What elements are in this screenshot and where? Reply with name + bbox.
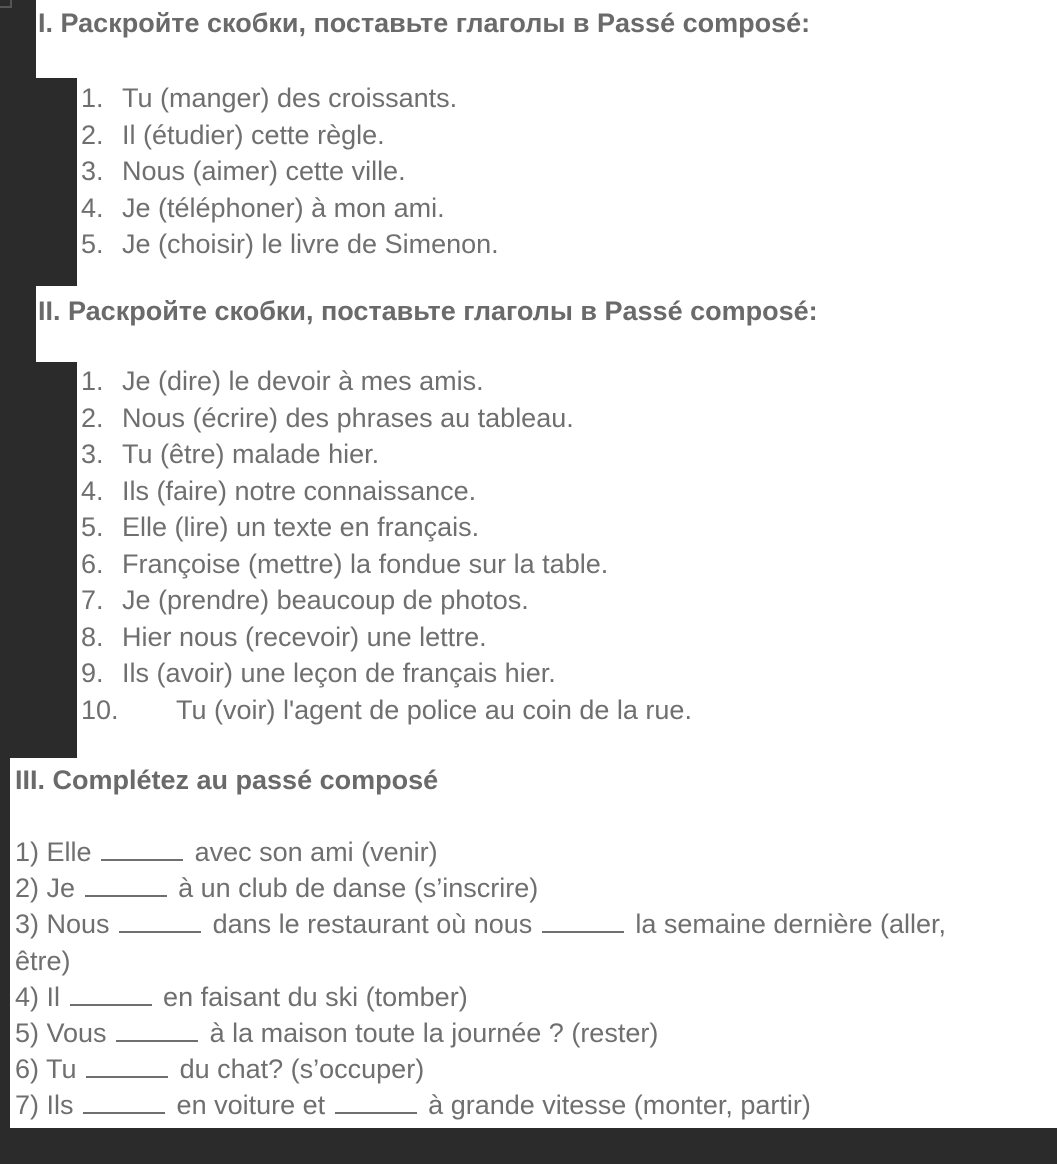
exercise-line bbox=[15, 906, 1057, 942]
section-3-list bbox=[15, 834, 1057, 1124]
item-number: 4. bbox=[81, 192, 104, 223]
item-text: Je (prendre) beaucoup de photos. bbox=[122, 585, 529, 615]
exercise-line-continuation bbox=[15, 943, 1057, 979]
answer-blank[interactable] bbox=[542, 911, 624, 933]
line-start: 3) Nous bbox=[15, 909, 110, 940]
item-number: 10. bbox=[81, 694, 119, 725]
item-text: Hier nous (recevoir) une lettre. bbox=[122, 621, 487, 652]
item-number: 3. bbox=[81, 439, 104, 469]
item-number: 1. bbox=[81, 83, 104, 113]
exercise-line bbox=[15, 1015, 1057, 1051]
item-text: Nous (aimer) cette ville. bbox=[122, 156, 406, 186]
item-number: 4. bbox=[81, 475, 104, 506]
exercise-line bbox=[15, 834, 1057, 870]
item-number: 3. bbox=[81, 156, 104, 186]
item-text: Françoise (mettre) la fondue sur la table. bbox=[122, 548, 609, 579]
line-middle: avec son ami (venir) bbox=[194, 837, 438, 867]
list-item bbox=[81, 655, 692, 692]
line-start: 1) Elle bbox=[15, 837, 92, 867]
line-middle: en faisant du ski (tomber) bbox=[163, 981, 468, 1012]
list-item bbox=[81, 153, 499, 190]
item-text: Nous (écrire) des phrases au tableau. bbox=[122, 402, 574, 433]
item-number: 8. bbox=[81, 621, 104, 652]
section-2-heading: II. Раскройте скобки, поставьте глаголы в Passé composé: bbox=[38, 296, 818, 326]
item-number: 7. bbox=[81, 585, 104, 615]
item-number: 2. bbox=[81, 402, 104, 433]
line-start: 4) Il bbox=[15, 981, 61, 1012]
list-item bbox=[81, 226, 499, 263]
answer-blank[interactable] bbox=[70, 984, 152, 1006]
answer-blank[interactable] bbox=[83, 1092, 165, 1114]
line-start: 2) Je bbox=[15, 873, 76, 904]
list-item bbox=[81, 473, 692, 510]
list-item bbox=[81, 363, 692, 400]
list-item bbox=[81, 509, 692, 546]
exercise-line bbox=[15, 1087, 1057, 1123]
line-middle: à la maison toute la journée ? (rester) bbox=[209, 1018, 659, 1049]
section-1-list bbox=[81, 80, 499, 263]
item-number: 5. bbox=[81, 512, 104, 542]
item-text: Je (téléphoner) à mon ami. bbox=[122, 192, 445, 223]
item-number: 2. bbox=[81, 119, 104, 150]
line-middle: du chat? (s’occuper) bbox=[179, 1054, 425, 1085]
line-middle: à un club de danse (s’inscrire) bbox=[178, 873, 539, 904]
item-text: Elle (lire) un texte en français. bbox=[122, 512, 480, 542]
list-item bbox=[81, 436, 692, 473]
line-start: 6) Tu bbox=[15, 1054, 77, 1085]
answer-blank[interactable] bbox=[101, 839, 183, 861]
answer-blank[interactable] bbox=[85, 875, 167, 897]
list-item bbox=[81, 400, 692, 437]
line-end: la semaine dernière (aller, bbox=[635, 909, 946, 940]
list-item bbox=[81, 619, 692, 656]
item-number: 5. bbox=[81, 229, 104, 259]
list-item bbox=[81, 190, 499, 227]
line-start: 7) Ils bbox=[15, 1090, 74, 1121]
item-number: 1. bbox=[81, 366, 104, 396]
exercise-line bbox=[15, 870, 1057, 906]
line-end: à grande vitesse (monter, partir) bbox=[428, 1090, 811, 1121]
item-number: 6. bbox=[81, 548, 104, 579]
corner-mark bbox=[0, 0, 12, 8]
item-text: Ils (faire) notre connaissance. bbox=[122, 475, 477, 506]
line-continuation: être) bbox=[15, 945, 71, 976]
line-middle: dans le restaurant où nous bbox=[212, 909, 533, 940]
list-item bbox=[81, 582, 692, 619]
answer-blank[interactable] bbox=[86, 1056, 168, 1078]
line-middle: en voiture et bbox=[176, 1090, 326, 1121]
item-text: Il (étudier) cette règle. bbox=[122, 119, 385, 150]
exercise-line bbox=[15, 979, 1057, 1015]
item-text: Tu (manger) des croissants. bbox=[122, 83, 458, 113]
item-text: Je (dire) le devoir à mes amis. bbox=[122, 366, 484, 396]
list-item bbox=[81, 80, 499, 117]
answer-blank[interactable] bbox=[335, 1092, 417, 1114]
section-1-heading: I. Раскройте скобки, поставьте глаголы в Passé composé: bbox=[38, 8, 811, 38]
section-2-list bbox=[81, 363, 692, 728]
list-item bbox=[81, 546, 692, 583]
exercise-line bbox=[15, 1051, 1057, 1087]
item-text: Ils (avoir) une leçon de français hier. bbox=[122, 658, 556, 688]
item-text: Je (choisir) le livre de Simenon. bbox=[122, 229, 499, 259]
item-number: 9. bbox=[81, 658, 104, 688]
section-3-heading: III. Complétez au passé composé bbox=[15, 765, 439, 795]
answer-blank[interactable] bbox=[116, 1020, 198, 1042]
line-start: 5) Vous bbox=[15, 1018, 107, 1049]
item-text: Tu (être) malade hier. bbox=[122, 439, 380, 469]
list-item bbox=[81, 117, 499, 154]
answer-blank[interactable] bbox=[119, 911, 201, 933]
list-item bbox=[81, 692, 692, 729]
item-text: Tu (voir) l'agent de police au coin de la rue. bbox=[176, 694, 692, 725]
